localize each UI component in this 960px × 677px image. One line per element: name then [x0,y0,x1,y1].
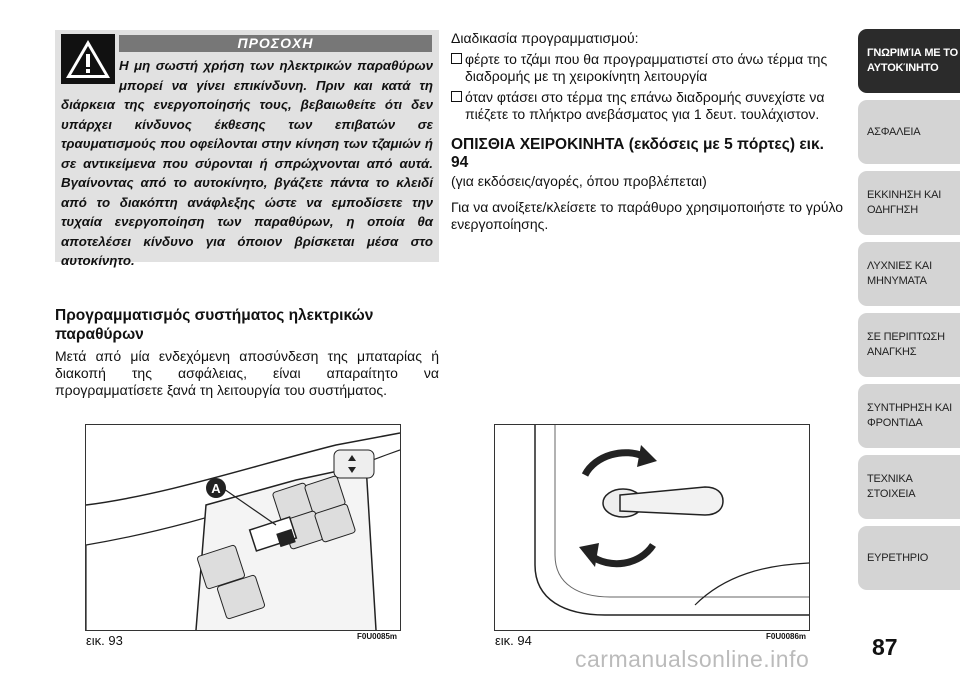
figure-93-window-switches [85,424,401,631]
tab-index[interactable]: ΕΥΡΕΤΗΡΙΟ [858,526,960,590]
tab-technical-specs[interactable]: ΤΕΧΝΙΚΑ ΣΤΟΙΧΕΙΑ [858,455,960,519]
section-body-manual-rear: Για να ανοίξετε/κλείσετε το παράθυρο χρησιμοποιήστε το γρύλο ενεργοποίησης. [451,199,844,232]
tab-safety[interactable]: ΑΣΦΑΛΕΙΑ [858,100,960,164]
list-item: φέρτε το τζάμι που θα προγραμματιστεί στο άνω τέρμα της διαδρομής με τη χειροκίνητη λειτουργία [451,51,845,85]
warning-title: ΠΡΟΣΟΧΗ [119,35,432,52]
chapter-sidebar [858,29,960,597]
figure-94-code: F0U0086m [766,632,807,641]
section-subheading: (για εκδόσεις/αγορές, όπου προβλέπεται) [451,173,707,189]
right-column [451,30,845,233]
watermark: carmanualsonline.info [575,646,810,672]
figure-93-code: F0U0085m [357,632,398,641]
window-switch-panel-illustration [86,425,400,630]
figure-94-window-crank [494,424,810,631]
tab-emergency[interactable]: ΣΕ ΠΕΡΙΠΤΩΣΗ ΑΝΑΓΚΗΣ [858,313,960,377]
warning-text: Η μη σωστή χρήση των ηλεκτρικών παραθύρων μπορεί να γίνει επικίνδυνη. Πριν και κατά τη διάρκεια της ενεργοποίησής τους, βεβαιωθείτε ότι δεν υπάρχει κίνδυνος έκθεσης των επιβατών σε τραυματισμούς που οφείλονται στην κίνηση των τζαμιών ή σε αντικείμενα που σύρονται ή σπρώχνονται από αυτά. Βγαίνοντας από το αυτοκίνητο, βγάζετε πάντα το κλειδί από το διακόπτη ανάφλεξης ώστε να εμποδίσετε την τυχαία ενεργοποίηση των παραθύρων, η οποία θα αποτελέσει κίνδυνο για όποιον βρίσκεται μέσα στο αυτοκίνητο. [61,58,433,268]
procedure-intro: Διαδικασία προγραμματισμού: [451,30,639,46]
list-item: όταν φτάσει στο τέρμα της επάνω διαδρομής συνεχίστε να πιέζετε το πλήκτρο ανεβάσματος για 1 δευτ. τουλάχιστον. [451,89,845,123]
figure-94-caption: εικ. 94 [495,633,532,648]
page-number: 87 [872,634,898,660]
figure-93-caption: εικ. 93 [86,633,123,648]
tab-warning-lights[interactable]: ΛΥΧΝΙΕΣ ΚΑΙ ΜΗΝΥΜΑΤΑ [858,242,960,306]
section-heading-manual-rear: ΟΠΙΣΘΙΑ ΧΕΙΡΟΚΙΝΗΤΑ (εκδόσεις με 5 πόρτες) εικ. 94 [451,136,824,171]
window-crank-illustration [495,425,809,630]
tab-starting-driving[interactable]: ΕΚΚΙΝΗΣΗ ΚΑΙ ΟΔΗΓΗΣΗ [858,171,960,235]
warning-box [55,30,439,268]
tab-getting-to-know-car[interactable]: ΓΝΩΡΙΜΊΑ ΜΕ ΤΟ ΑΥΤΟΚΊΝΗΤΟ [858,29,960,93]
section-paragraph-programming: Μετά από μία ενδεχόμενη αποσύνδεση της μπαταρίας ή διακοπή της ασφάλειας, είναι απαραίτητο να προγραμματίσετε ξανά τη λειτουργία του συστήματος. [55,348,439,398]
checkbox-bullet-icon [451,53,462,64]
checkbox-bullet-icon [451,91,462,102]
section-heading-programming: Προγραμματισμός συστήματος ηλεκτρικών παραθύρων [55,307,374,343]
marker-a-label: A [211,481,221,496]
tab-maintenance[interactable]: ΣΥΝΤΗΡΗΣΗ ΚΑΙ ΦΡΟΝΤΙΔΑ [858,384,960,448]
